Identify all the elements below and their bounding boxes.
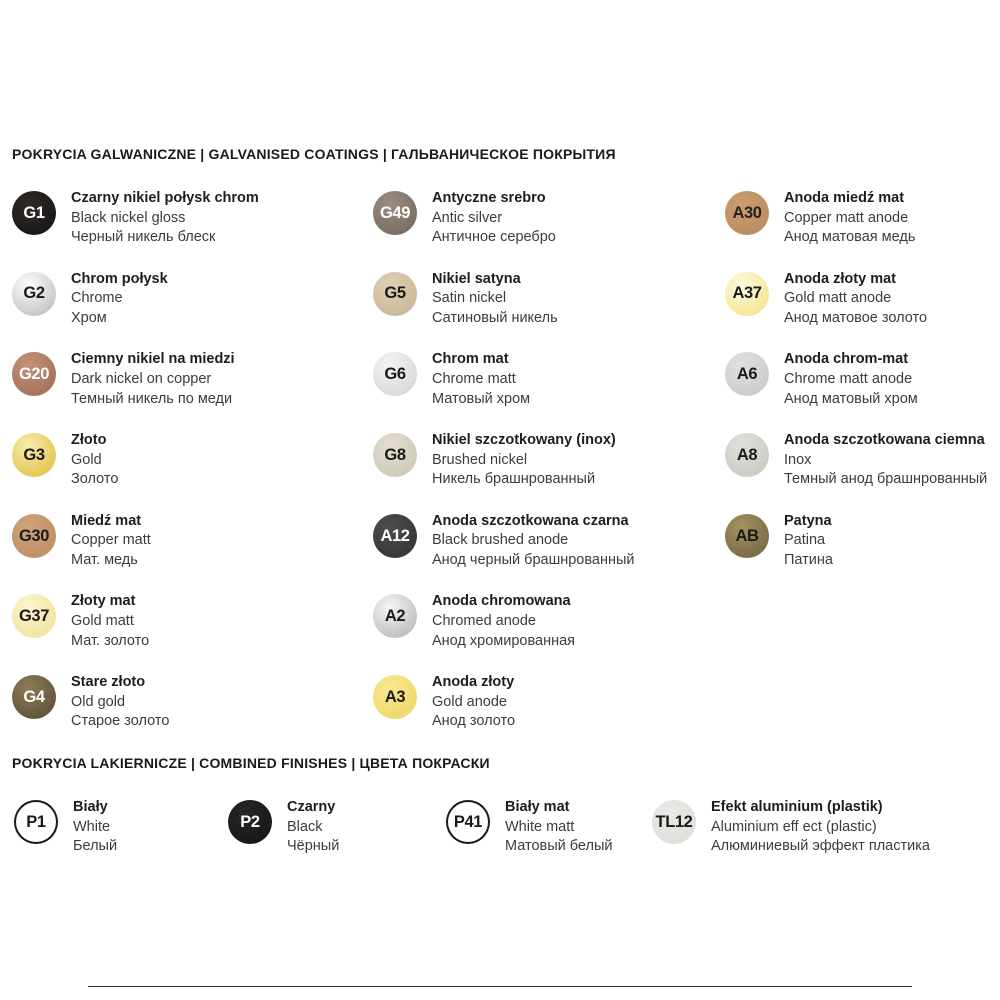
- label-pl: Anoda złoty mat: [784, 270, 896, 287]
- finish-code: G49: [380, 203, 410, 222]
- label-en: Chrome: [71, 290, 123, 307]
- swatch-g6: [373, 352, 417, 396]
- finish-code: P1: [26, 812, 46, 831]
- finish-item-g37: [12, 591, 373, 672]
- finish-code: A8: [736, 445, 758, 464]
- finish-code: G5: [384, 284, 406, 303]
- label-ru: Сатиновый никель: [432, 309, 558, 326]
- finish-code: G8: [384, 445, 406, 464]
- label-pl: Antyczne srebro: [432, 190, 546, 206]
- finish-item-p1: [14, 797, 228, 857]
- label-pl: Miedź mat: [71, 512, 142, 529]
- finish-item-a30: [725, 188, 992, 269]
- label-ru: Золото: [71, 471, 119, 488]
- label-en: Copper matt: [71, 532, 151, 549]
- label-pl: Biały mat: [505, 799, 570, 815]
- label-en: Satin nickel: [432, 290, 507, 307]
- label-ru: Черный никель блеск: [71, 229, 216, 246]
- label-ru: Мат. золото: [71, 632, 150, 649]
- finish-code: TL12: [655, 812, 693, 831]
- swatch-a8: [725, 433, 769, 477]
- label-ru: Патина: [784, 551, 833, 568]
- finish-item-a8: [725, 430, 992, 511]
- label-pl: Ciemny nikiel na miedzi: [71, 351, 235, 368]
- label-en: Chrome matt anode: [784, 370, 913, 387]
- label-en: Patina: [784, 532, 826, 549]
- label-en: Chrome matt: [432, 370, 516, 387]
- swatch-a30: [725, 191, 769, 235]
- swatch-a37: [725, 272, 769, 316]
- swatch-g8: [373, 433, 417, 477]
- finish-code: G20: [19, 365, 49, 384]
- label-pl: Nikiel szczotkowany (inox): [432, 432, 616, 449]
- label-ru: Анод матовый хром: [784, 390, 918, 407]
- label-ru: Мат. медь: [71, 551, 138, 568]
- swatch-a6: [725, 352, 769, 396]
- finish-code: G2: [23, 284, 45, 303]
- label-pl: Złoto: [71, 432, 107, 449]
- label-ru: Анод золото: [432, 713, 516, 730]
- swatch-p2: [228, 800, 272, 844]
- finish-item-tl12: [652, 797, 994, 857]
- finish-code: P2: [240, 812, 260, 831]
- finish-code: G30: [19, 526, 49, 545]
- finish-item-g8: [373, 430, 725, 511]
- finish-code: A30: [732, 203, 762, 222]
- finish-item-g2: [12, 269, 373, 350]
- label-en: Dark nickel on copper: [71, 370, 212, 387]
- label-pl: Biały: [73, 799, 108, 815]
- label-pl: Czarny: [287, 799, 336, 815]
- label-ru: Хром: [71, 309, 107, 326]
- finish-code: A12: [380, 526, 410, 545]
- swatch-g3: [12, 433, 56, 477]
- swatch-g30: [12, 514, 56, 558]
- label-en: Brushed nickel: [432, 451, 528, 468]
- finish-item-p41: [446, 797, 652, 857]
- label-pl: Chrom połysk: [71, 270, 168, 287]
- swatch-a12: [373, 514, 417, 558]
- finish-item-a37: [725, 269, 992, 350]
- swatch-g4: [12, 675, 56, 719]
- section-title-lacquer: POKRYCIA LAKIERNICZE | COMBINED FINISHES | ЦВЕТА ПОКРАСКИ: [12, 755, 490, 771]
- label-ru: Никель брашнрованный: [432, 471, 596, 488]
- swatch-g49: [373, 191, 417, 235]
- label-ru: Анод хромированная: [432, 632, 576, 649]
- swatch-g20: [12, 352, 56, 396]
- finish-item-a3: [373, 672, 725, 753]
- finish-item-g30: [12, 511, 373, 592]
- finish-code: A2: [384, 607, 406, 626]
- finish-item-g4: [12, 672, 373, 753]
- label-en: White matt: [505, 818, 575, 835]
- finish-item-g20: [12, 349, 373, 430]
- label-ru: Алюминиевый эффект пластика: [711, 838, 930, 855]
- label-ru: Анод черный брашнрованный: [432, 551, 635, 568]
- label-pl: Czarny nikiel połysk chrom: [71, 190, 259, 206]
- finish-item-a2: [373, 591, 725, 672]
- label-en: Gold: [71, 451, 102, 468]
- label-en: Old gold: [71, 693, 126, 710]
- label-pl: Anoda chromowana: [432, 593, 571, 610]
- label-pl: Anoda miedź mat: [784, 190, 905, 206]
- page-footer-line: [88, 986, 912, 987]
- finish-code: G6: [384, 365, 406, 384]
- label-pl: Anoda chrom-mat: [784, 351, 909, 368]
- finish-item-g3: [12, 430, 373, 511]
- label-ru: Античное серебро: [432, 229, 556, 246]
- swatch-g37: [12, 594, 56, 638]
- label-ru: Темный анод брашнрованный: [784, 471, 988, 488]
- finish-code: P41: [453, 812, 483, 831]
- label-en: Antic silver: [432, 209, 503, 226]
- label-pl: Anoda szczotkowana ciemna: [784, 432, 985, 449]
- label-pl: Anoda złoty: [432, 674, 515, 691]
- finish-code: G4: [23, 687, 45, 706]
- finish-item-ab: [725, 511, 992, 592]
- label-ru: Темный никель по меди: [71, 390, 233, 407]
- finish-item-a6: [725, 349, 992, 430]
- swatch-a3: [373, 675, 417, 719]
- finish-code: G3: [23, 445, 45, 464]
- finish-item-a12: [373, 511, 725, 592]
- label-ru: Белый: [73, 838, 118, 855]
- finish-code: G37: [19, 607, 49, 626]
- label-en: Aluminium eff ect (plastic): [711, 818, 877, 835]
- swatch-g2: [12, 272, 56, 316]
- finish-code: G1: [23, 203, 45, 222]
- label-ru: Анод матовое золото: [784, 309, 928, 326]
- label-pl: Anoda szczotkowana czarna: [432, 512, 629, 529]
- swatch-a2: [373, 594, 417, 638]
- label-ru: Матовый хром: [432, 390, 531, 407]
- label-pl: Stare złoto: [71, 674, 146, 691]
- label-pl: Patyna: [784, 512, 832, 529]
- finish-code: AB: [735, 526, 759, 545]
- finish-item-g1: [12, 188, 373, 269]
- finish-code: A6: [736, 365, 758, 384]
- label-pl: Złoty mat: [71, 593, 136, 610]
- swatch-p1: [14, 800, 58, 844]
- label-en: Black: [287, 818, 323, 835]
- finish-item-p2: [228, 797, 446, 857]
- lacquer-grid: [14, 797, 994, 857]
- section-title-galvanic: POKRYCIA GALWANICZNE | GALVANISED COATINGS | ГАЛЬВАНИЧЕСКОЕ ПОКРЫТИЯ: [12, 146, 616, 162]
- label-ru: Старое золото: [71, 713, 170, 730]
- label-en: Black brushed anode: [432, 532, 569, 549]
- finish-code: A37: [732, 284, 762, 303]
- swatch-g1: [12, 191, 56, 235]
- galvanic-grid: [12, 188, 992, 753]
- label-pl: Nikiel satyna: [432, 270, 521, 287]
- label-en: White: [73, 818, 111, 835]
- finish-item-g6: [373, 349, 725, 430]
- label-en: Gold anode: [432, 693, 507, 710]
- label-en: Gold matt anode: [784, 290, 892, 307]
- label-en: Copper matt anode: [784, 209, 909, 226]
- swatch-p41: [446, 800, 490, 844]
- label-pl: Efekt aluminium (plastik): [711, 799, 883, 815]
- label-en: Gold matt: [71, 613, 134, 630]
- label-pl: Chrom mat: [432, 351, 509, 368]
- finish-item-g5: [373, 269, 725, 350]
- label-en: Chromed anode: [432, 613, 536, 630]
- finish-item-g49: [373, 188, 725, 269]
- swatch-tl12: [652, 800, 696, 844]
- label-ru: Чёрный: [287, 838, 340, 855]
- swatch-ab: [725, 514, 769, 558]
- swatch-g5: [373, 272, 417, 316]
- finish-code: A3: [384, 687, 406, 706]
- label-ru: Анод матовая медь: [784, 229, 916, 246]
- label-en: Inox: [784, 451, 812, 468]
- label-en: Black nickel gloss: [71, 209, 186, 226]
- label-ru: Матовый белый: [505, 838, 613, 855]
